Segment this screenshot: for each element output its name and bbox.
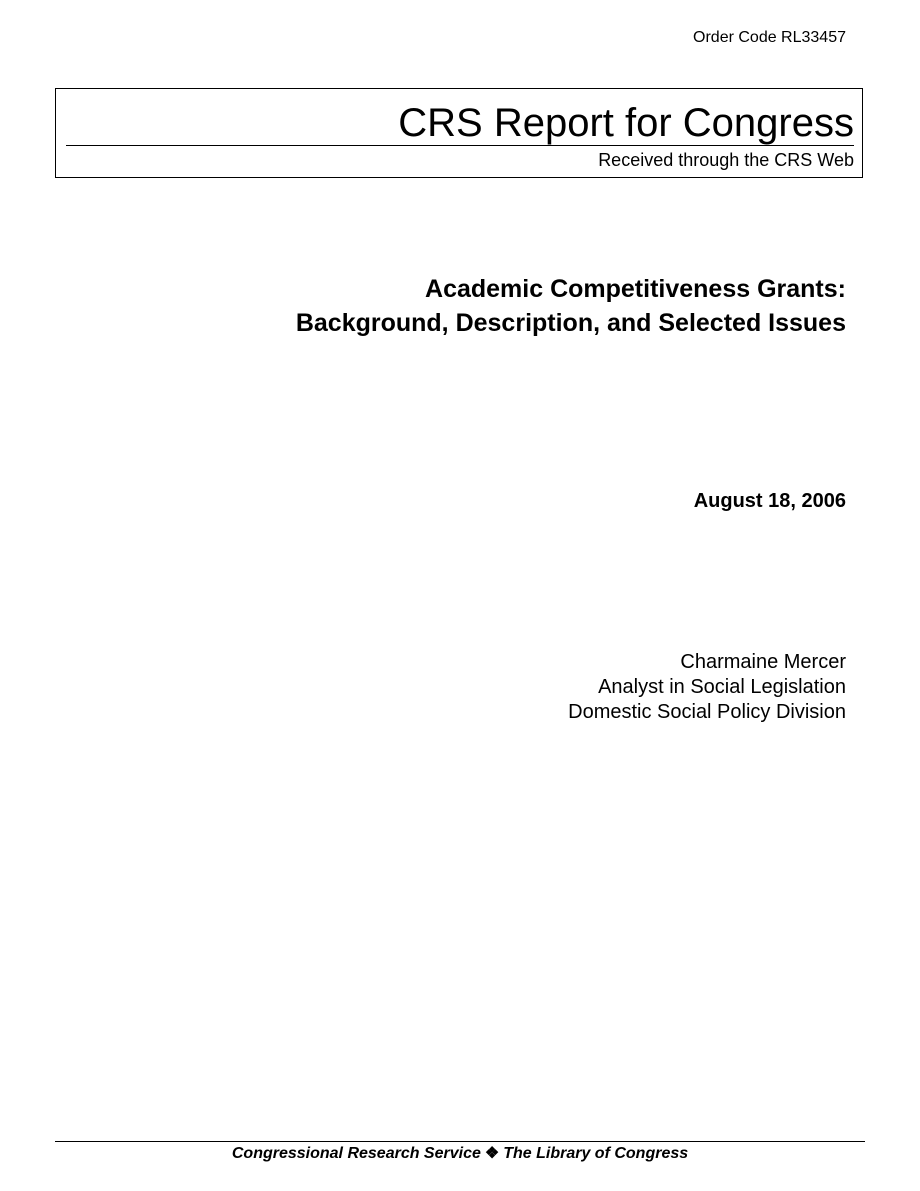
author-division: Domestic Social Policy Division xyxy=(568,701,846,723)
report-header-box xyxy=(55,88,863,178)
header-title: CRS Report for Congress xyxy=(398,101,854,145)
footer-divider xyxy=(55,1141,865,1142)
footer-right: The Library of Congress xyxy=(503,1145,689,1162)
author-position: Analyst in Social Legislation xyxy=(598,676,846,698)
header-subtitle: Received through the CRS Web xyxy=(598,150,854,170)
report-date: August 18, 2006 xyxy=(693,490,846,512)
author-name: Charmaine Mercer xyxy=(680,651,846,673)
report-title-line-1: Academic Competitiveness Grants: xyxy=(425,275,846,303)
report-title-line-2: Background, Description, and Selected Issues xyxy=(295,309,846,337)
author-block xyxy=(568,650,846,725)
footer-left: Congressional Research Service xyxy=(231,1145,481,1162)
report-title xyxy=(296,272,846,340)
order-code: Order Code RL33457 xyxy=(693,29,846,46)
footer xyxy=(55,1144,865,1164)
diamond-flower-icon: ❖ xyxy=(484,1145,500,1162)
header-divider xyxy=(66,145,854,146)
